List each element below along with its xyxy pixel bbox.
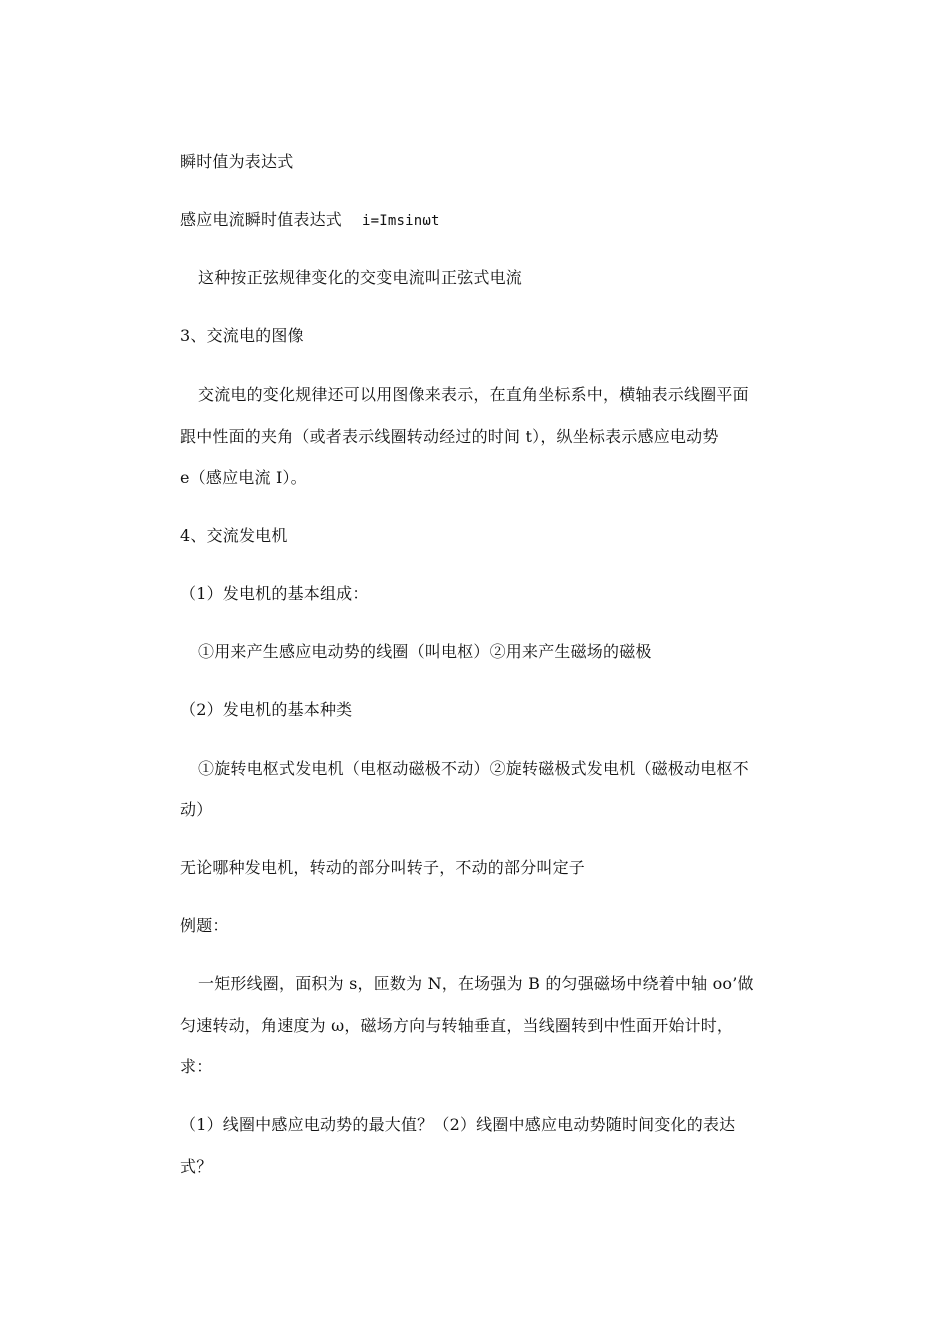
- paragraph-line: e（感应电流 I）。: [180, 468, 307, 487]
- paragraph-line: 匀速转动，角速度为 ω，磁场方向与转轴垂直，当线圈转到中性面开始计时，: [180, 1016, 734, 1035]
- subheading-basic-types: （2）发电机的基本种类: [180, 700, 353, 719]
- text-line-rotor-stator: 无论哪种发电机，转动的部分叫转子，不动的部分叫定子: [180, 858, 586, 877]
- text-line-composition-items: ①用来产生感应电动势的线圈（叫电枢）②用来产生磁场的磁极: [198, 642, 652, 661]
- paragraph-line: 式？: [180, 1157, 213, 1176]
- section-heading-ac-generator: 4、交流发电机: [180, 526, 288, 545]
- paragraph-line: 动）: [180, 800, 213, 819]
- example-heading: 例题：: [180, 916, 229, 935]
- section-heading-ac-graph: 3、交流电的图像: [180, 326, 304, 345]
- paragraph-line: 求：: [180, 1057, 213, 1076]
- subheading-basic-composition: （1）发电机的基本组成：: [180, 584, 369, 603]
- formula-current: i=Imsinωt: [362, 213, 440, 229]
- text-line-sinusoidal-current: 这种按正弦规律变化的交变电流叫正弦式电流: [198, 268, 523, 287]
- text-line-instantaneous-expression: 瞬时值为表达式: [180, 152, 294, 171]
- paragraph-line: 一矩形线圈，面积为 s，匝数为 N，在场强为 B 的匀强磁场中绕着中轴 oo’做: [198, 974, 754, 993]
- text-line-current-expression-label: 感应电流瞬时值表达式: [180, 210, 343, 229]
- paragraph-line: ①旋转电枢式发电机（电枢动磁极不动）②旋转磁极式发电机（磁极动电枢不: [198, 759, 749, 778]
- paragraph-line: （1）线圈中感应电动势的最大值？（2）线圈中感应电动势随时间变化的表达: [180, 1115, 736, 1134]
- paragraph-line: 交流电的变化规律还可以用图像来表示，在直角坐标系中，横轴表示线圈平面: [198, 385, 749, 404]
- paragraph-line: 跟中性面的夹角（或者表示线圈转动经过的时间 t），纵坐标表示感应电动势: [180, 427, 719, 446]
